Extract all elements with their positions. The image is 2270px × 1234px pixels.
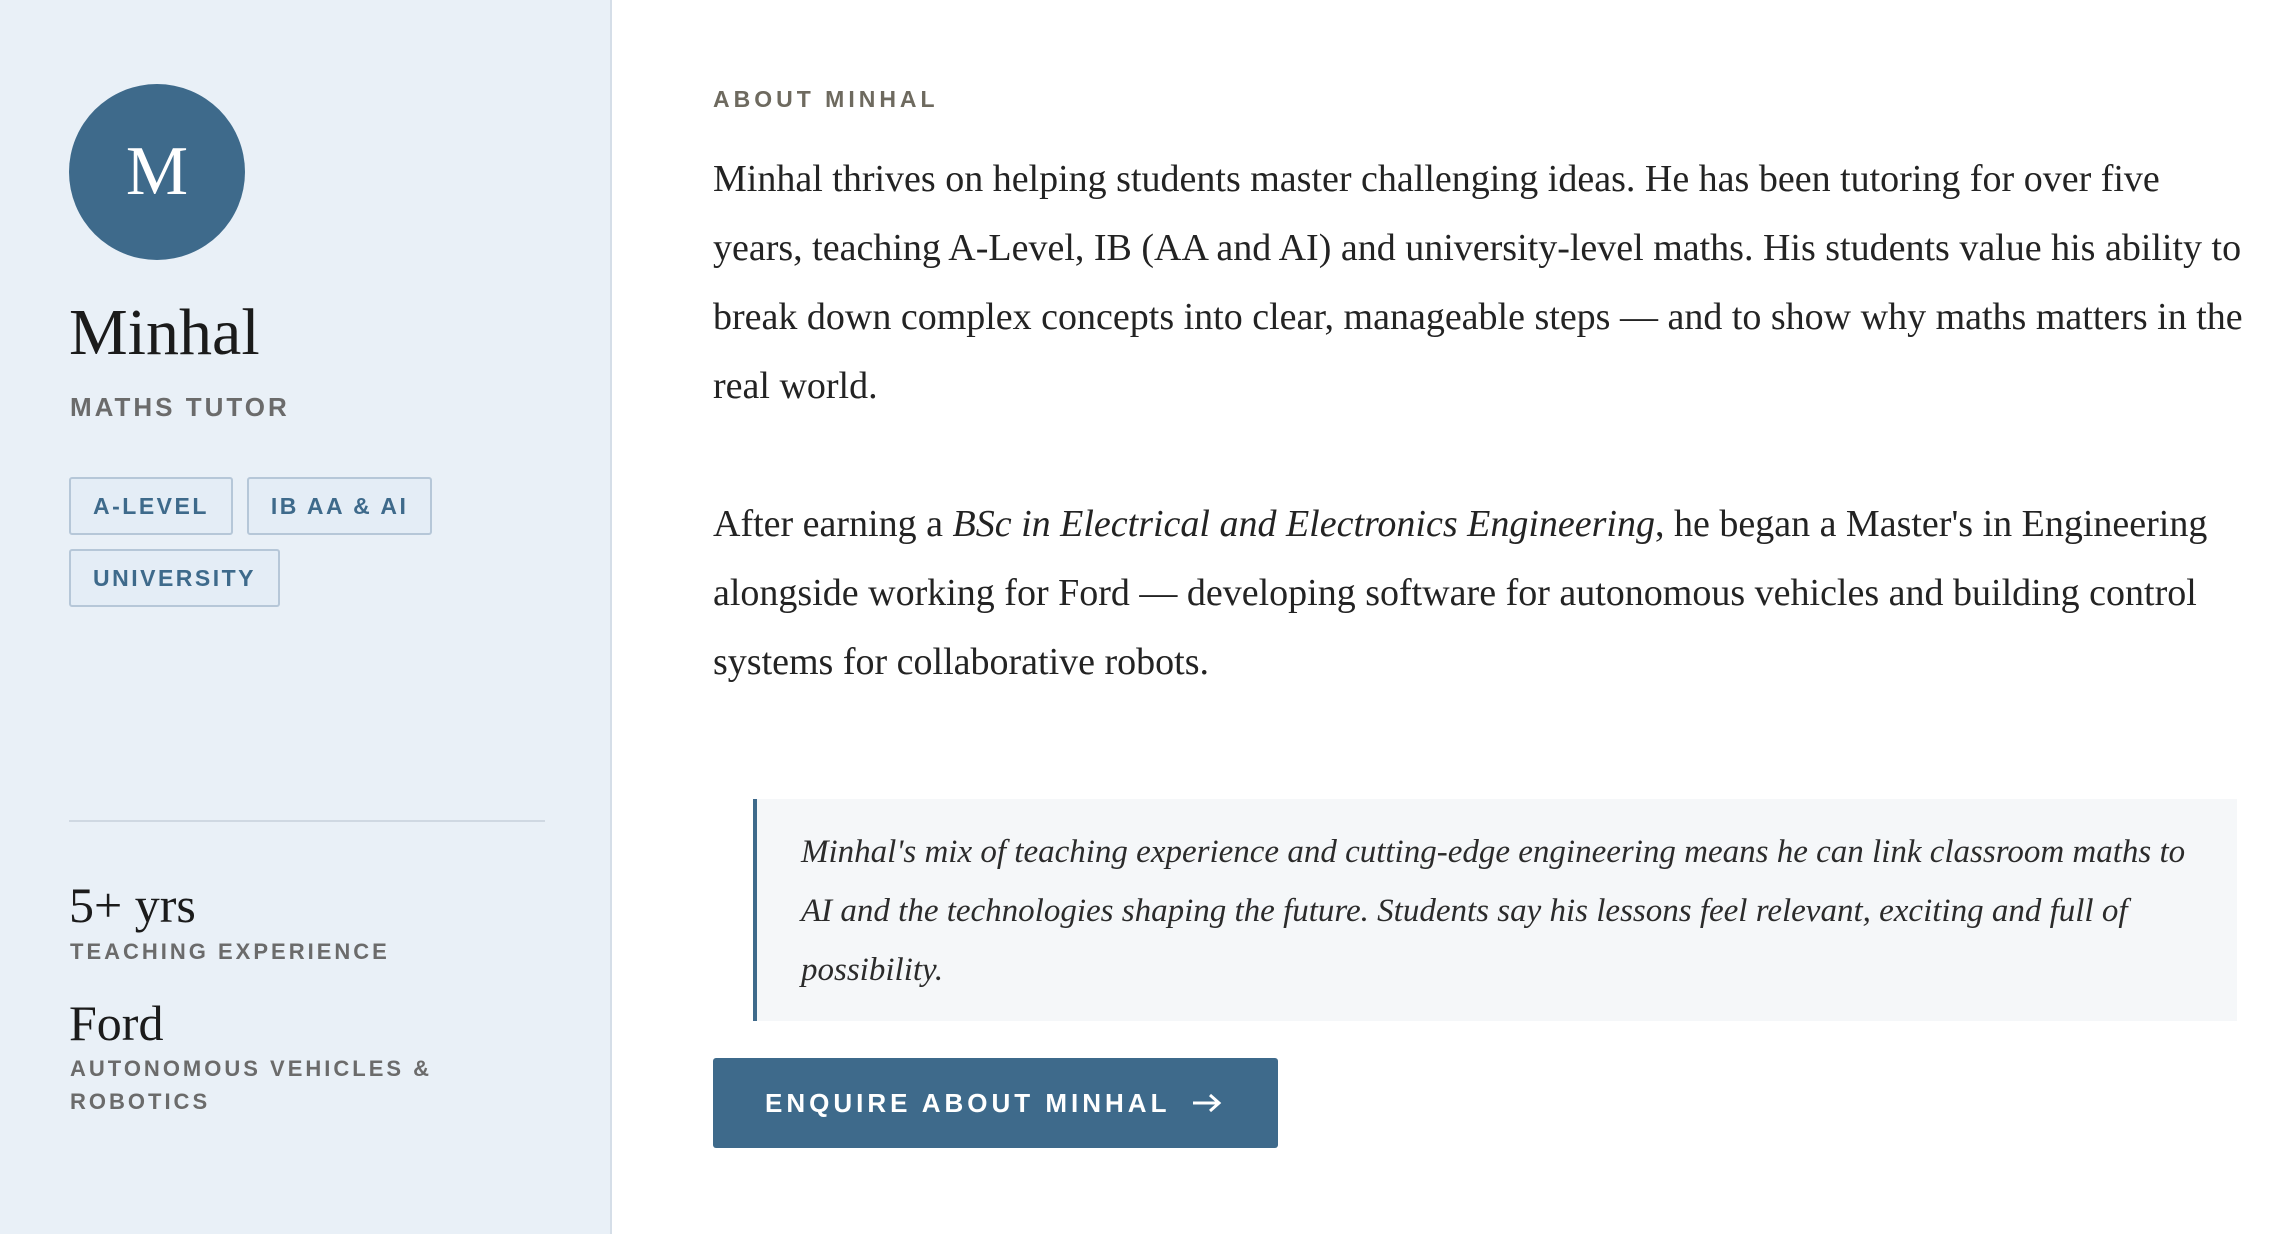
about-paragraph-2	[713, 490, 2243, 697]
tag-university: UNIVERSITY	[69, 549, 280, 607]
paragraph-2-text-start: After earning a	[713, 503, 953, 545]
about-heading: ABOUT MINHAL	[713, 86, 939, 112]
stat-employer-label: AUTONOMOUS VEHICLES & ROBOTICS	[70, 1056, 433, 1114]
avatar	[69, 84, 245, 260]
avatar-initial: M	[125, 133, 189, 210]
tag-a-level: A-LEVEL	[69, 477, 233, 535]
sidebar-divider	[69, 820, 545, 822]
degree-emphasis: BSc in Electrical and Electronics Engineering	[952, 503, 1655, 545]
tag-ib-aa-ai: IB AA & AI	[247, 477, 432, 535]
tutor-role: MATHS TUTOR	[70, 392, 290, 422]
stat-employer-value: Ford	[69, 995, 164, 1051]
testimonial-quote: Minhal's mix of teaching experience and cutting-edge engineering means he can link classroom maths to AI and the technologies shaping the future. Students say his lessons feel relevant, exciting and full of possibility.	[753, 799, 2237, 1021]
about-section	[612, 0, 2270, 1234]
subject-tags	[69, 477, 489, 607]
tutor-name: Minhal	[69, 296, 260, 369]
arrow-right-icon	[1192, 1093, 1222, 1113]
paragraph-2-text-end: , he began a Master's in Engineering alongside working for Ford — developing software for autonomous vehicles and building control systems for collaborative robots.	[713, 503, 2208, 683]
enquire-button-label: ENQUIRE ABOUT MINHAL	[765, 1087, 1171, 1118]
stat-experience-value: 5+ yrs	[69, 877, 196, 933]
enquire-button[interactable]	[713, 1058, 1278, 1148]
profile-sidebar	[0, 0, 612, 1234]
stat-experience-label: TEACHING EXPERIENCE	[70, 939, 390, 964]
about-paragraph-1: Minhal thrives on helping students master challenging ideas. He has been tutoring for over five years, teaching A-Level, IB (AA and AI) and university-level maths. His students value his ability to break down complex concepts into clear, manageable steps — and to show why maths matters in the real world.	[713, 158, 2243, 407]
